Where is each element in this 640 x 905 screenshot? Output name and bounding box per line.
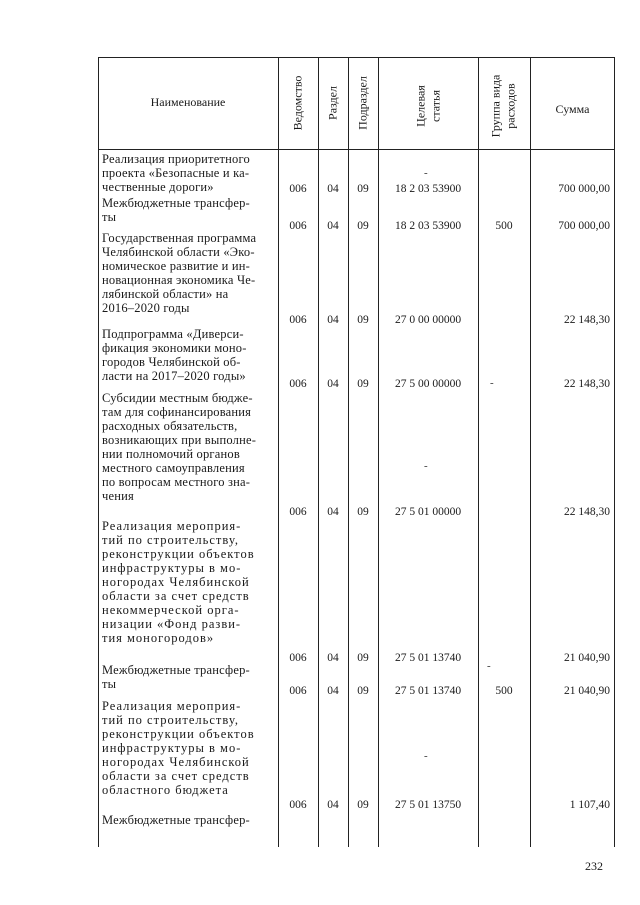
cell-podrazdel: 09 [357,685,369,697]
name-line: чения [102,489,134,503]
row-name [102,231,276,315]
cell-razdel: 04 [327,506,339,518]
header-celevaya-1: Целевая [413,85,428,127]
cell-ved: 006 [289,652,307,664]
cell-razdel: 04 [327,220,339,232]
header-name: Наименование [150,95,226,109]
cell-celevaya: 27 5 01 00000 [394,506,462,518]
row-name [102,196,276,224]
header-podrazdel: Подраздел [355,76,370,130]
name-line: ногородах Челябинской [102,755,250,769]
cell-ved: 006 [289,314,307,326]
name-line: Челябинской области «Эко- [102,245,255,259]
cell-ved: 006 [289,799,307,811]
cell-summa: 1 107,40 [569,799,610,811]
header-celevaya-2: статья [428,90,443,122]
cell-podrazdel: 09 [357,314,369,326]
scan-mark: - [490,377,494,389]
name-line: фикация экономики моно- [102,341,247,355]
cell-celevaya: 27 5 01 13740 [394,652,462,664]
name-line: реконструкции объектов [102,727,255,741]
name-line: лябинской области» на [102,287,229,301]
scan-mark: - [424,460,428,472]
row-name [102,699,276,797]
name-line: ты [102,210,117,224]
name-line: чественные дороги» [102,180,214,194]
cell-summa: 21 040,90 [564,685,610,697]
cell-celevaya: 27 5 00 00000 [394,378,462,390]
name-line: Подпрограмма «Диверси- [102,327,244,341]
name-line: номическое развитие и ин- [102,259,251,273]
header-divider [98,149,615,150]
col-divider [478,57,479,847]
name-line: ногородах Челябинской [102,575,250,589]
cell-podrazdel: 09 [357,799,369,811]
name-line: Реализация мероприя- [102,519,242,533]
name-line: инфраструктуры в мо- [102,561,242,575]
cell-podrazdel: 09 [357,220,369,232]
cell-summa: 21 040,90 [564,652,610,664]
col-divider [348,57,349,847]
cell-ved: 006 [289,183,307,195]
name-line: по вопросам местного зна- [102,475,251,489]
cell-razdel: 04 [327,314,339,326]
cell-razdel: 04 [327,378,339,390]
name-line: Реализация мероприя- [102,699,242,713]
header-razdel: Раздел [325,86,340,120]
name-line: области за счет средств [102,589,250,603]
cell-celevaya: 27 0 00 00000 [394,314,462,326]
name-line: 2016–2020 годы [102,301,190,315]
cell-razdel: 04 [327,652,339,664]
cell-ved: 006 [289,378,307,390]
name-line: Реализация приоритетного [102,152,250,166]
cell-podrazdel: 09 [357,652,369,664]
name-line: инфраструктуры в мо- [102,741,242,755]
cell-celevaya: 18 2 03 53900 [394,220,462,232]
name-line: областного бюджета [102,783,229,797]
col-divider [278,57,279,847]
header-summa: Сумма [555,102,590,116]
cell-razdel: 04 [327,183,339,195]
col-divider [318,57,319,847]
name-line: тия моногородов» [102,631,215,645]
cell-razdel: 04 [327,799,339,811]
cell-podrazdel: 09 [357,378,369,390]
scan-mark: - [424,167,428,179]
name-line: некоммерческой орга- [102,603,240,617]
row-name [102,813,276,827]
name-line: возникающих при выполне- [102,433,257,447]
name-line: Межбюджетные трансфер- [102,196,250,210]
name-line: городов Челябинской об- [102,355,241,369]
cell-podrazdel: 09 [357,506,369,518]
row-name [102,391,276,503]
name-line: Субсидии местным бюдже- [102,391,253,405]
name-line: расходных обязательств, [102,419,238,433]
row-name [102,519,276,645]
page-number: 232 [585,859,603,873]
header-ved: Ведомство [290,75,305,131]
name-line: нии полномочий органов [102,447,240,461]
cell-podrazdel: 09 [357,183,369,195]
cell-ved: 006 [289,685,307,697]
cell-ved: 006 [289,506,307,518]
cell-gruppa: 500 [495,685,513,697]
scan-mark: - [487,660,491,672]
col-divider [530,57,531,847]
cell-celevaya: 27 5 01 13750 [394,799,462,811]
cell-razdel: 04 [327,685,339,697]
cell-gruppa: 500 [495,220,513,232]
header-gruppa-1: Группа вида [488,74,503,138]
scan-mark: - [424,750,428,762]
cell-summa: 700 000,00 [558,220,610,232]
name-line: местного самоуправления [102,461,245,475]
cell-celevaya: 18 2 03 53900 [394,183,462,195]
row-name [102,327,276,383]
header-gruppa-2: расходов [503,83,518,129]
row-name [102,663,276,691]
name-line: ты [102,677,117,691]
cell-summa: 22 148,30 [564,378,610,390]
name-line: там для софинансирования [102,405,252,419]
name-line: ласти на 2017–2020 годы» [102,369,246,383]
name-line: проекта «Безопасные и ка- [102,166,250,180]
name-line: области за счет средств [102,769,250,783]
cell-summa: 700 000,00 [558,183,610,195]
name-line: тий по строительству, [102,533,239,547]
name-line: тий по строительству, [102,713,239,727]
name-line: Межбюджетные трансфер- [102,813,250,827]
name-line: Государственная программа [102,231,257,245]
name-line: низации «Фонд разви- [102,617,242,631]
cell-ved: 006 [289,220,307,232]
col-divider [378,57,379,847]
cell-summa: 22 148,30 [564,506,610,518]
name-line: реконструкции объектов [102,547,255,561]
name-line: Межбюджетные трансфер- [102,663,250,677]
name-line: новационная экономика Че- [102,273,256,287]
row-name [102,152,276,194]
cell-summa: 22 148,30 [564,314,610,326]
cell-celevaya: 27 5 01 13740 [394,685,462,697]
